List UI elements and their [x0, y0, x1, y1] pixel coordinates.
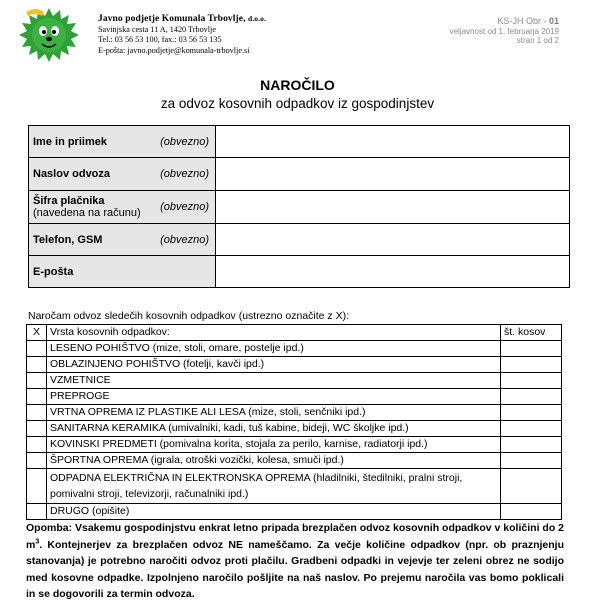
header-count: št. kosov: [501, 325, 562, 341]
mark-cell[interactable]: [27, 357, 47, 373]
mark-cell[interactable]: [27, 453, 47, 469]
name-input[interactable]: [216, 126, 570, 158]
table-row: [27, 421, 562, 437]
company-phone-fax: Tel.: 03 56 53 100, fax.: 03 56 53 135: [98, 35, 222, 44]
waste-type: VRTNA OPREMA IZ PLASTIKE ALI LESA (mize, stoli, senčniki ipd.): [47, 405, 501, 421]
count-cell[interactable]: [501, 389, 562, 405]
info-required: (obvezno): [153, 126, 216, 158]
waste-type: SANITARNA KERAMIKA (umivalniki, kadi, tuš kabine, bideji, WC školjke ipd.): [47, 421, 501, 437]
count-cell[interactable]: [501, 341, 562, 357]
info-required: [153, 256, 216, 288]
info-required: (obvezno): [153, 191, 216, 224]
company-suffix: d.o.o.: [248, 14, 266, 23]
table-row: [27, 504, 562, 520]
count-cell[interactable]: [501, 469, 562, 504]
company-info: [98, 14, 266, 56]
info-required: (obvezno): [153, 224, 216, 256]
count-cell[interactable]: [501, 421, 562, 437]
company-email: E-pošta: javno.podjetje@komunala-trbovlje.si: [98, 45, 250, 55]
form-page: stran 1 od 2: [516, 36, 559, 45]
mark-cell[interactable]: [27, 504, 47, 520]
waste-type: ŠPORTNA OPREMA (igrala, otroški vozički, kolesa, smuči ipd.): [47, 453, 501, 469]
mark-cell[interactable]: [27, 437, 47, 453]
note-superscript: 3: [35, 538, 40, 545]
payer-code-input[interactable]: [216, 191, 570, 224]
waste-type: ODPADNA ELEKTRIČNA IN ELEKTRONSKA OPREMA (hladilniki, štedilniki, pralni stroji, pomivalni stroji, televizorji, računalniki ipd.): [47, 469, 501, 504]
info-row-email: [29, 256, 570, 288]
table-row: [27, 373, 562, 389]
info-label-sub: (navedena na računu): [33, 207, 141, 219]
info-label: Ime in priimek: [29, 126, 154, 158]
waste-type: PREPROGE: [47, 389, 501, 405]
count-cell[interactable]: [501, 405, 562, 421]
info-label: Telefon, GSM: [29, 224, 154, 256]
count-cell[interactable]: [501, 373, 562, 389]
mark-cell[interactable]: [27, 405, 47, 421]
table-row: [27, 469, 562, 504]
green-hedgehog-mascot-icon: [18, 6, 80, 64]
count-cell[interactable]: [501, 437, 562, 453]
note-paragraph: Opomba: Vsakemu gospodinjstvu enkrat letno pripada brezplačen odvoz kosovnih odpadkov v količini do 2 $m^3$. Kontejnerjev za brezplačen odvoz NE nameščamo. Za večje količine odpadkov (npr. ob praznjenju stanovanja) je potrebno naročiti odvoz proti plačilu. Gradbeni odpadki in vejevje ter zeleni obrez ne sodijo med kosovne odpadke. Izpolnjeno naročilo pošljite na naš naslov. Po prejemu naročila vas bomo poklicali in se dogovorili za termin odvoza.: [26, 522, 564, 600]
mark-cell[interactable]: [27, 469, 47, 504]
phone-input[interactable]: [216, 224, 570, 256]
mark-cell[interactable]: [27, 373, 47, 389]
info-row-payer-code: [29, 191, 570, 224]
header-type: Vrsta kosovnih odpadkov:: [47, 325, 501, 341]
count-cell[interactable]: [501, 453, 562, 469]
email-input[interactable]: [216, 256, 570, 288]
info-required: (obvezno): [153, 158, 216, 191]
customer-info-table: [28, 125, 570, 288]
table-row: [27, 389, 562, 405]
table-row: [27, 453, 562, 469]
waste-type: LESENO POHIŠTVO (mize, stoli, omare, postelje ipd.): [47, 341, 501, 357]
table-row: [27, 405, 562, 421]
table-row: [27, 437, 562, 453]
page-subtitle: za odvoz kosovnih odpadkov iz gospodinjstev: [160, 96, 435, 111]
info-row-phone: [29, 224, 570, 256]
address-input[interactable]: [216, 158, 570, 191]
info-row-name: [29, 126, 570, 158]
info-label: E-pošta: [29, 256, 154, 288]
form-meta: [450, 17, 559, 46]
company-address: Savinjska cesta 11 A, 1420 Trbovlje: [98, 24, 216, 34]
info-label: Šifra plačnika (navedena na računu): [29, 191, 154, 224]
count-cell[interactable]: [501, 357, 562, 373]
info-row-address: [29, 158, 570, 191]
header-mark: X: [27, 325, 47, 341]
page-title: NAROČILO: [260, 77, 335, 93]
form-valid-from: veljavnost od 1. februarja 2019: [449, 26, 559, 36]
order-instructions: Naročam odvoz sledečih kosovnih odpadkov (ustrezno označite z X):: [28, 310, 349, 322]
waste-type: OBLAZINJENO POHIŠTVO (fotelji, kavči ipd.): [47, 357, 501, 373]
mark-cell[interactable]: [27, 389, 47, 405]
table-header-row: [27, 325, 562, 341]
waste-type: DRUGO (opišite): [47, 504, 501, 520]
form-code: KS-JH Obr - 01: [497, 16, 559, 26]
waste-type: KOVINSKI PREDMETI (pomivalna korita, stojala za perilo, karnise, radiatorji ipd.): [47, 437, 501, 453]
table-row: [27, 357, 562, 373]
mark-cell[interactable]: [27, 341, 47, 357]
table-row: [27, 341, 562, 357]
mark-cell[interactable]: [27, 421, 47, 437]
company-name: Javno podjetje Komunala Trbovlje, d.o.o.: [98, 14, 266, 24]
count-cell[interactable]: [501, 504, 562, 520]
waste-types-table: [26, 324, 562, 520]
info-label: Naslov odvoza: [29, 158, 154, 191]
waste-type: VZMETNICE: [47, 373, 501, 389]
